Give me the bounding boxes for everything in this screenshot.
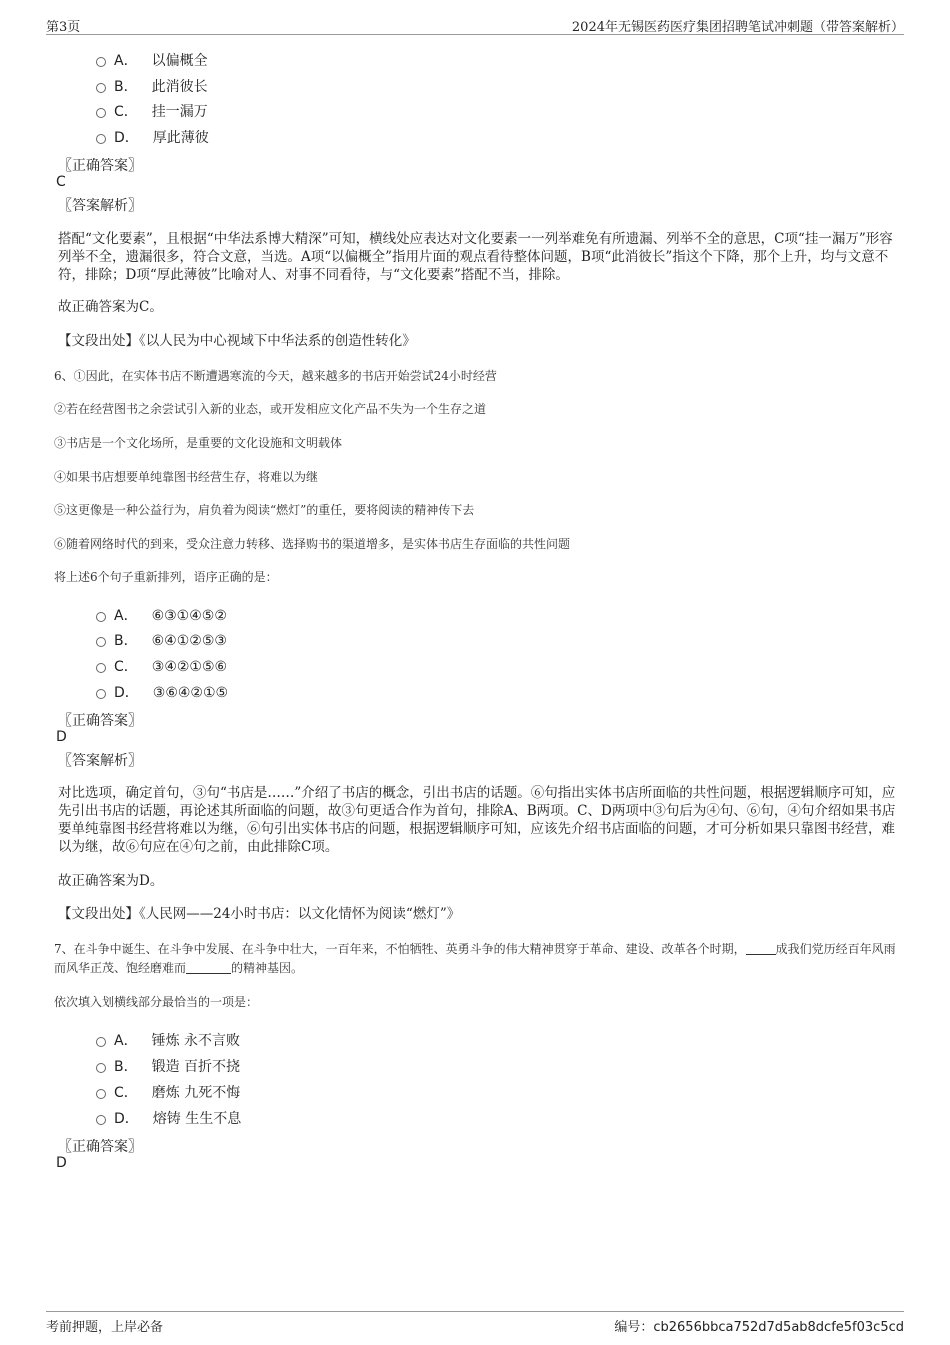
q6-line-1: 6、①因此，在实体书店不断遭遇寒流的今天，越来越多的书店开始尝试24小时经营 xyxy=(54,369,497,383)
q7-option-c[interactable]: C． 磨炼 九死不悔 xyxy=(96,1082,240,1102)
blank-1 xyxy=(746,954,776,955)
q5-option-a[interactable]: A． 以偏概全 xyxy=(96,50,208,70)
q6-line-3: ③书店是一个文化场所，是重要的文化设施和文明载体 xyxy=(54,436,343,450)
radio-icon[interactable] xyxy=(96,663,106,673)
q7-answer: D xyxy=(56,1155,67,1171)
q7-stem: 7、在斗争中诞生、在斗争中发展、在斗争中壮大，一百年来，不怕牺牲、英勇斗争的伟大精神贯穿于革命、建设、改革各个时期， 成我们党历经百年风雨而风华正茂、饱经磨难而 的精神基因。 xyxy=(54,942,896,975)
q6-line-6: ⑥随着网络时代的到来，受众注意力转移、选择购书的渠道增多，是实体书店生存面临的共性问题 xyxy=(54,537,571,551)
radio-icon[interactable] xyxy=(96,134,106,144)
radio-icon[interactable] xyxy=(96,637,106,647)
q7-prompt: 依次填入划横线部分最恰当的一项是： xyxy=(54,995,259,1009)
radio-icon[interactable] xyxy=(96,57,106,67)
blank-2 xyxy=(186,973,231,974)
q6-line-2: ②若在经营图书之余尝试引入新的业态，或开发相应文化产品不失为一个生存之道 xyxy=(54,402,487,416)
footer-code: 编号：cb2656bbca752d7d5ab8dcfe5f03c5cd xyxy=(614,1320,904,1335)
footer-slogan: 考前押题，上岸必备 xyxy=(46,1320,164,1335)
q6-line-5: ⑤这更像是一种公益行为，肩负着为阅读“燃灯”的重任，要将阅读的精神传下去 xyxy=(54,503,475,517)
q5-analysis: 搭配“文化要素”，且根据“中华法系博大精深”可知，横线处应表达对文化要素一一列举难免有所遗漏、列举不全的意思，C项“挂一漏万”形容列举不全，遗漏很多，符合文意，当选。A项“以偏概全”指用片面的观点看待整体问题，B项“此消彼长”指这个下降，那个上升，均与文意不符，排除；D项“厚此薄彼”比喻对人、对事不同看待，与“文化要素”搭配不当，排除。 xyxy=(58,231,893,283)
q7-option-a[interactable]: A． 锤炼 永不言败 xyxy=(96,1030,240,1050)
q6-option-d[interactable]: D． ③⑥④②①⑤ xyxy=(96,682,228,702)
q5-analysis-label: 〖答案解析〗 xyxy=(58,198,142,214)
q7-option-d[interactable]: D． 熔铸 生生不息 xyxy=(96,1108,241,1128)
radio-icon[interactable] xyxy=(96,108,106,118)
q5-conclusion: 故正确答案为C。 xyxy=(58,299,163,315)
q7-option-b[interactable]: B． 锻造 百折不挠 xyxy=(96,1056,240,1076)
q6-line-4: ④如果书店想要单纯靠图书经营生存，将难以为继 xyxy=(54,470,319,484)
q7-answer-label: 〖正确答案〗 xyxy=(58,1139,142,1155)
q5-option-d[interactable]: D． 厚此薄彼 xyxy=(96,127,209,147)
q5-answer-label: 〖正确答案〗 xyxy=(58,158,142,174)
radio-icon[interactable] xyxy=(96,83,106,93)
radio-icon[interactable] xyxy=(96,1037,106,1047)
q6-option-b[interactable]: B． ⑥④①②⑤③ xyxy=(96,630,227,650)
page-header xyxy=(46,14,904,35)
q6-option-c[interactable]: C． ③④②①⑤⑥ xyxy=(96,656,227,676)
q6-prompt: 将上述6个句子重新排列，语序正确的是： xyxy=(54,570,278,584)
q6-analysis-label: 〖答案解析〗 xyxy=(58,753,142,769)
q5-option-b[interactable]: B． 此消彼长 xyxy=(96,76,208,96)
q6-source: 【文段出处】《人民网——24小时书店：以文化情怀为阅读“燃灯”》 xyxy=(58,906,461,922)
radio-icon[interactable] xyxy=(96,1089,106,1099)
q5-option-c[interactable]: C． 挂一漏万 xyxy=(96,101,208,121)
q6-answer-label: 〖正确答案〗 xyxy=(58,713,142,729)
q5-answer: C xyxy=(56,174,66,190)
q5-source: 【文段出处】《以人民为中心视域下中华法系的创造性转化》 xyxy=(58,333,416,349)
page-number: 第3页 xyxy=(46,20,81,35)
q6-conclusion: 故正确答案为D。 xyxy=(58,873,164,889)
page-footer xyxy=(46,1311,904,1336)
q6-answer: D xyxy=(56,729,67,745)
radio-icon[interactable] xyxy=(96,1063,106,1073)
q6-option-a[interactable]: A． ⑥③①④⑤② xyxy=(96,605,227,625)
q6-analysis: 对比选项，确定首句，③句“书店是……”介绍了书店的概念，引出书店的话题。⑥句指出实体书店所面临的共性问题，根据逻辑顺序可知，应先引出书店的话题，再论述其所面临的问题，故③句更适合作为首句，排除A、B两项。C、D两项中③句后为④句、⑥句，④句介绍如果书店要单纯靠图书经营将难以为继，⑥句引出实体书店的问题，根据逻辑顺序可知，应该先介绍书店面临的问题，才可分析如果只靠图书经营，难以为继，故⑥句应在④句之前，由此排除C项。 xyxy=(58,785,896,855)
document-title: 2024年无锡医药医疗集团招聘笔试冲刺题（带答案解析） xyxy=(571,20,904,35)
radio-icon[interactable] xyxy=(96,1115,106,1125)
radio-icon[interactable] xyxy=(96,689,106,699)
radio-icon[interactable] xyxy=(96,612,106,622)
